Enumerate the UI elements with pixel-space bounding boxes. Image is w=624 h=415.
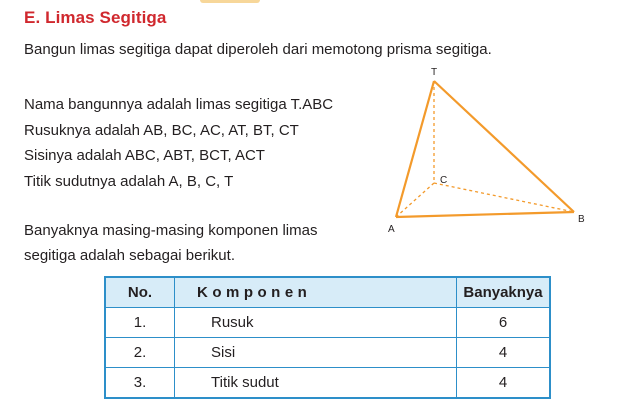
edge-tb bbox=[434, 81, 574, 212]
triangular-pyramid-figure bbox=[380, 60, 600, 235]
cell-no: 3. bbox=[105, 368, 175, 399]
cell-komponen: Titik sudut bbox=[175, 368, 457, 399]
edge-ta bbox=[396, 81, 434, 217]
label-b: B bbox=[578, 214, 585, 225]
header-komponen: Komponen bbox=[175, 277, 457, 308]
cell-banyaknya: 4 bbox=[457, 368, 551, 399]
cell-no: 2. bbox=[105, 338, 175, 368]
table-row bbox=[105, 338, 550, 368]
table-row bbox=[105, 308, 550, 338]
cell-no: 1. bbox=[105, 308, 175, 338]
components-table bbox=[104, 276, 551, 399]
fact-vertices: Titik sudutnya adalah A, B, C, T bbox=[24, 172, 234, 190]
fact-name: Nama bangunnya adalah limas segitiga T.ABC bbox=[24, 96, 334, 113]
intro-text: Bangun limas segitiga dapat diperoleh dari memotong prisma segitiga. bbox=[24, 41, 492, 58]
table-row bbox=[105, 368, 550, 399]
header-no: No. bbox=[105, 277, 175, 308]
fact-edges: Rusuknya adalah AB, BC, AC, AT, BT, CT bbox=[24, 121, 299, 139]
fact-faces: Sisinya adalah ABC, ABT, BCT, ACT bbox=[24, 147, 265, 164]
header-banyaknya: Banyaknya bbox=[457, 277, 551, 308]
cell-komponen: Sisi bbox=[175, 338, 457, 368]
cell-komponen: Rusuk bbox=[175, 308, 457, 338]
count-intro-text: Banyaknya masing-masing komponen limas segitiga adalah sebagai berikut. bbox=[24, 222, 318, 264]
section-title: E. Limas Segitiga bbox=[24, 8, 167, 27]
label-a: A bbox=[388, 224, 395, 235]
facts-list bbox=[24, 92, 333, 194]
cell-banyaknya: 6 bbox=[457, 308, 551, 338]
edge-cb-hidden bbox=[434, 183, 574, 212]
label-t: T bbox=[431, 67, 438, 78]
edge-ab bbox=[396, 212, 574, 217]
label-c: C bbox=[440, 175, 448, 186]
table-header-row bbox=[105, 277, 550, 308]
top-accent-bar bbox=[200, 0, 260, 3]
cell-banyaknya: 4 bbox=[457, 338, 551, 368]
